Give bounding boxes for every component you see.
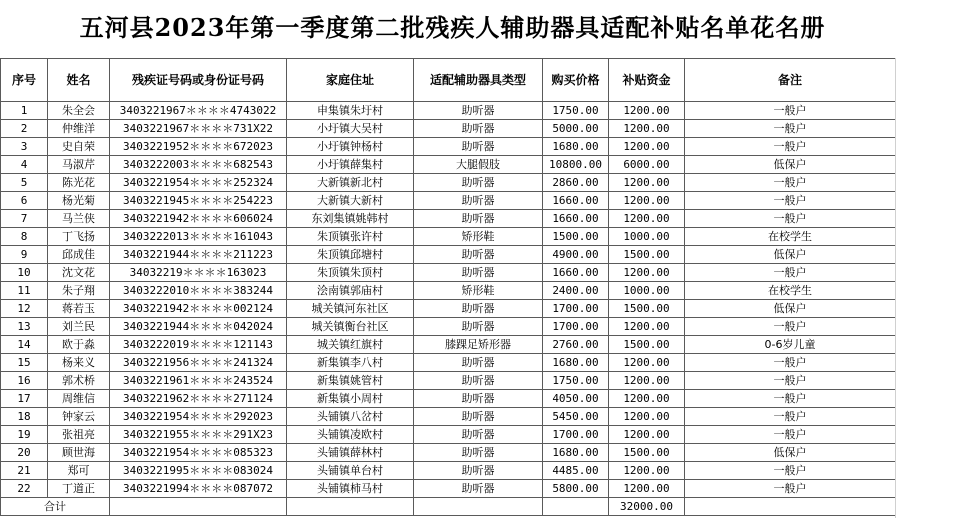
subsidy-table xyxy=(0,58,896,516)
total-empty-cell[interactable] xyxy=(110,498,287,516)
cell-device-type[interactable]: 助听器 xyxy=(414,192,543,210)
cell-index[interactable]: 5 xyxy=(1,174,48,192)
cell-id-number[interactable]: 3403222010＊＊＊＊383244 xyxy=(110,282,287,300)
cell-index[interactable]: 12 xyxy=(1,300,48,318)
cell-name[interactable]: 杨来义 xyxy=(48,354,110,372)
cell-price[interactable]: 1500.00 xyxy=(543,228,609,246)
cell-device-type[interactable]: 大腿假肢 xyxy=(414,156,543,174)
cell-remarks[interactable]: 低保户 xyxy=(685,246,896,264)
cell-price[interactable]: 10800.00 xyxy=(543,156,609,174)
total-empty-cell[interactable] xyxy=(287,498,414,516)
cell-index[interactable]: 10 xyxy=(1,264,48,282)
cell-price[interactable]: 4485.00 xyxy=(543,462,609,480)
cell-remarks[interactable]: 一般户 xyxy=(685,480,896,498)
cell-address[interactable]: 新集镇姚管村 xyxy=(287,372,414,390)
cell-id-number[interactable]: 3403221942＊＊＊＊002124 xyxy=(110,300,287,318)
header-address[interactable]: 家庭住址 xyxy=(287,59,414,102)
cell-name[interactable]: 邱成佳 xyxy=(48,246,110,264)
cell-subsidy[interactable]: 1200.00 xyxy=(609,264,685,282)
cell-id-number[interactable]: 3403222003＊＊＊＊682543 xyxy=(110,156,287,174)
cell-id-number[interactable]: 3403221954＊＊＊＊292023 xyxy=(110,408,287,426)
cell-device-type[interactable]: 助听器 xyxy=(414,372,543,390)
cell-subsidy[interactable]: 1200.00 xyxy=(609,210,685,228)
table-row xyxy=(1,462,896,480)
cell-index[interactable]: 11 xyxy=(1,282,48,300)
cell-price[interactable]: 1700.00 xyxy=(543,300,609,318)
cell-device-type[interactable]: 矫形鞋 xyxy=(414,282,543,300)
cell-name[interactable]: 蒋若玉 xyxy=(48,300,110,318)
cell-index[interactable]: 4 xyxy=(1,156,48,174)
cell-subsidy[interactable]: 1200.00 xyxy=(609,462,685,480)
cell-index[interactable]: 1 xyxy=(1,102,48,120)
cell-subsidy[interactable]: 1200.00 xyxy=(609,318,685,336)
cell-address[interactable]: 东刘集镇姚韩村 xyxy=(287,210,414,228)
header-index[interactable]: 序号 xyxy=(1,59,48,102)
cell-address[interactable]: 小圩镇钟杨村 xyxy=(287,138,414,156)
cell-id-number[interactable]: 3403221962＊＊＊＊271124 xyxy=(110,390,287,408)
cell-name[interactable]: 马兰侠 xyxy=(48,210,110,228)
cell-remarks[interactable]: 一般户 xyxy=(685,192,896,210)
cell-address[interactable]: 小圩镇大吴村 xyxy=(287,120,414,138)
cell-name[interactable]: 丁飞扬 xyxy=(48,228,110,246)
cell-subsidy[interactable]: 1500.00 xyxy=(609,246,685,264)
cell-name[interactable]: 陈光花 xyxy=(48,174,110,192)
cell-subsidy[interactable]: 1500.00 xyxy=(609,444,685,462)
cell-price[interactable]: 1680.00 xyxy=(543,354,609,372)
table-row xyxy=(1,120,896,138)
cell-index[interactable]: 18 xyxy=(1,408,48,426)
cell-device-type[interactable]: 助听器 xyxy=(414,138,543,156)
cell-price[interactable]: 1750.00 xyxy=(543,372,609,390)
table-row xyxy=(1,156,896,174)
cell-name[interactable]: 张祖亮 xyxy=(48,426,110,444)
cell-subsidy[interactable]: 1200.00 xyxy=(609,102,685,120)
header-row xyxy=(1,59,896,102)
document-title: 五河县2023年第一季度第二批残疾人辅助器具适配补贴名单花名册 xyxy=(79,13,826,42)
cell-device-type[interactable]: 助听器 xyxy=(414,408,543,426)
cell-address[interactable]: 头铺镇薛林村 xyxy=(287,444,414,462)
cell-index[interactable]: 19 xyxy=(1,426,48,444)
cell-index[interactable]: 15 xyxy=(1,354,48,372)
cell-subsidy[interactable]: 1500.00 xyxy=(609,300,685,318)
cell-price[interactable]: 1660.00 xyxy=(543,192,609,210)
cell-address[interactable]: 新集镇李八村 xyxy=(287,354,414,372)
total-amount[interactable]: 32000.00 xyxy=(609,498,685,516)
cell-subsidy[interactable]: 1200.00 xyxy=(609,408,685,426)
cell-device-type[interactable]: 助听器 xyxy=(414,174,543,192)
cell-id-number[interactable]: 3403221945＊＊＊＊254223 xyxy=(110,192,287,210)
cell-index[interactable]: 16 xyxy=(1,372,48,390)
cell-index[interactable]: 13 xyxy=(1,318,48,336)
cell-index[interactable]: 17 xyxy=(1,390,48,408)
total-label[interactable]: 合计 xyxy=(1,498,110,516)
cell-price[interactable]: 1700.00 xyxy=(543,318,609,336)
cell-remarks[interactable]: 在校学生 xyxy=(685,282,896,300)
cell-remarks[interactable]: 一般户 xyxy=(685,462,896,480)
cell-device-type[interactable]: 助听器 xyxy=(414,444,543,462)
header-price[interactable]: 购买价格 xyxy=(543,59,609,102)
cell-name[interactable]: 朱全会 xyxy=(48,102,110,120)
cell-device-type[interactable]: 助听器 xyxy=(414,426,543,444)
cell-address[interactable]: 新集镇小周村 xyxy=(287,390,414,408)
table-row xyxy=(1,192,896,210)
cell-index[interactable]: 3 xyxy=(1,138,48,156)
header-subsidy[interactable]: 补贴资金 xyxy=(609,59,685,102)
cell-subsidy[interactable]: 1200.00 xyxy=(609,174,685,192)
cell-device-type[interactable]: 助听器 xyxy=(414,300,543,318)
cell-remarks[interactable]: 一般户 xyxy=(685,426,896,444)
cell-address[interactable]: 朱顶镇张许村 xyxy=(287,228,414,246)
cell-index[interactable]: 8 xyxy=(1,228,48,246)
table-row xyxy=(1,336,896,354)
cell-index[interactable]: 22 xyxy=(1,480,48,498)
cell-subsidy[interactable]: 1200.00 xyxy=(609,120,685,138)
cell-index[interactable]: 14 xyxy=(1,336,48,354)
cell-device-type[interactable]: 助听器 xyxy=(414,264,543,282)
cell-id-number[interactable]: 3403221967＊＊＊＊4743022 xyxy=(110,102,287,120)
cell-price[interactable]: 1680.00 xyxy=(543,444,609,462)
table-row xyxy=(1,282,896,300)
cell-id-number[interactable]: 3403221942＊＊＊＊606024 xyxy=(110,210,287,228)
table-row xyxy=(1,264,896,282)
cell-address[interactable]: 小圩镇薛集村 xyxy=(287,156,414,174)
cell-device-type[interactable]: 助听器 xyxy=(414,480,543,498)
cell-remarks[interactable]: 一般户 xyxy=(685,390,896,408)
cell-device-type[interactable]: 助听器 xyxy=(414,318,543,336)
cell-address[interactable]: 城关镇红旗村 xyxy=(287,336,414,354)
cell-remarks[interactable]: 一般户 xyxy=(685,264,896,282)
cell-address[interactable]: 头铺镇凌欧村 xyxy=(287,426,414,444)
cell-price[interactable]: 2400.00 xyxy=(543,282,609,300)
cell-remarks[interactable]: 一般户 xyxy=(685,408,896,426)
cell-subsidy[interactable]: 1200.00 xyxy=(609,192,685,210)
cell-price[interactable]: 5450.00 xyxy=(543,408,609,426)
cell-index[interactable]: 7 xyxy=(1,210,48,228)
cell-address[interactable]: 头铺镇柿马村 xyxy=(287,480,414,498)
cell-address[interactable]: 浍南镇郭庙村 xyxy=(287,282,414,300)
table-row xyxy=(1,390,896,408)
cell-remarks[interactable]: 低保户 xyxy=(685,444,896,462)
cell-remarks[interactable]: 一般户 xyxy=(685,318,896,336)
cell-remarks[interactable]: 低保户 xyxy=(685,156,896,174)
cell-id-number[interactable]: 3403221944＊＊＊＊042024 xyxy=(110,318,287,336)
table-row xyxy=(1,228,896,246)
cell-device-type[interactable]: 助听器 xyxy=(414,462,543,480)
cell-price[interactable]: 5000.00 xyxy=(543,120,609,138)
cell-price[interactable]: 2760.00 xyxy=(543,336,609,354)
cell-subsidy[interactable]: 6000.00 xyxy=(609,156,685,174)
table-row xyxy=(1,318,896,336)
cell-name[interactable]: 郭术桥 xyxy=(48,372,110,390)
cell-name[interactable]: 朱子翔 xyxy=(48,282,110,300)
cell-name[interactable]: 顾世海 xyxy=(48,444,110,462)
cell-id-number[interactable]: 3403221955＊＊＊＊291X23 xyxy=(110,426,287,444)
cell-index[interactable]: 21 xyxy=(1,462,48,480)
header-name[interactable]: 姓名 xyxy=(48,59,110,102)
cell-subsidy[interactable]: 1200.00 xyxy=(609,138,685,156)
sheet-empty-area xyxy=(895,58,967,518)
cell-device-type[interactable]: 矫形鞋 xyxy=(414,228,543,246)
table-row xyxy=(1,246,896,264)
cell-address[interactable]: 头铺镇八岔村 xyxy=(287,408,414,426)
cell-device-type[interactable]: 助听器 xyxy=(414,120,543,138)
cell-id-number[interactable]: 3403222019＊＊＊＊121143 xyxy=(110,336,287,354)
cell-id-number[interactable]: 3403221954＊＊＊＊252324 xyxy=(110,174,287,192)
cell-device-type[interactable]: 助听器 xyxy=(414,246,543,264)
cell-price[interactable]: 4050.00 xyxy=(543,390,609,408)
cell-device-type[interactable]: 助听器 xyxy=(414,354,543,372)
cell-device-type[interactable]: 膝踝足矫形器 xyxy=(414,336,543,354)
cell-address[interactable]: 大新镇大新村 xyxy=(287,192,414,210)
cell-name[interactable]: 沈文花 xyxy=(48,264,110,282)
cell-remarks[interactable]: 一般户 xyxy=(685,138,896,156)
total-row xyxy=(1,498,896,516)
cell-subsidy[interactable]: 1200.00 xyxy=(609,390,685,408)
cell-address[interactable]: 城关镇衡台社区 xyxy=(287,318,414,336)
cell-index[interactable]: 2 xyxy=(1,120,48,138)
cell-name[interactable]: 刘兰民 xyxy=(48,318,110,336)
table-row xyxy=(1,210,896,228)
cell-address[interactable]: 朱顶镇朱顶村 xyxy=(287,264,414,282)
cell-index[interactable]: 6 xyxy=(1,192,48,210)
cell-price[interactable]: 1750.00 xyxy=(543,102,609,120)
cell-index[interactable]: 20 xyxy=(1,444,48,462)
table-row xyxy=(1,408,896,426)
cell-subsidy[interactable]: 1200.00 xyxy=(609,426,685,444)
cell-name[interactable]: 马淑芹 xyxy=(48,156,110,174)
cell-subsidy[interactable]: 1000.00 xyxy=(609,228,685,246)
cell-subsidy[interactable]: 1200.00 xyxy=(609,372,685,390)
cell-remarks[interactable]: 0-6岁儿童 xyxy=(685,336,896,354)
cell-address[interactable]: 申集镇朱圩村 xyxy=(287,102,414,120)
cell-id-number[interactable]: 3403221954＊＊＊＊085323 xyxy=(110,444,287,462)
cell-name[interactable]: 钟家云 xyxy=(48,408,110,426)
cell-remarks[interactable]: 一般户 xyxy=(685,354,896,372)
cell-address[interactable]: 城关镇河东社区 xyxy=(287,300,414,318)
cell-address[interactable]: 头铺镇单台村 xyxy=(287,462,414,480)
cell-remarks[interactable]: 一般户 xyxy=(685,174,896,192)
cell-id-number[interactable]: 3403222013＊＊＊＊161043 xyxy=(110,228,287,246)
table-row xyxy=(1,444,896,462)
cell-price[interactable]: 1680.00 xyxy=(543,138,609,156)
cell-device-type[interactable]: 助听器 xyxy=(414,102,543,120)
cell-address[interactable]: 朱顶镇邱塘村 xyxy=(287,246,414,264)
table-row xyxy=(1,480,896,498)
cell-subsidy[interactable]: 1000.00 xyxy=(609,282,685,300)
cell-remarks[interactable]: 低保户 xyxy=(685,300,896,318)
cell-name[interactable]: 丁道正 xyxy=(48,480,110,498)
table-row xyxy=(1,354,896,372)
cell-price[interactable]: 5800.00 xyxy=(543,480,609,498)
table-row xyxy=(1,102,896,120)
cell-id-number[interactable]: 3403221944＊＊＊＊211223 xyxy=(110,246,287,264)
cell-address[interactable]: 大新镇新北村 xyxy=(287,174,414,192)
cell-name[interactable]: 史自荣 xyxy=(48,138,110,156)
cell-price[interactable]: 1700.00 xyxy=(543,426,609,444)
cell-remarks[interactable]: 在校学生 xyxy=(685,228,896,246)
cell-id-number[interactable]: 3403221967＊＊＊＊731X22 xyxy=(110,120,287,138)
cell-id-number[interactable]: 3403221994＊＊＊＊087072 xyxy=(110,480,287,498)
cell-remarks[interactable]: 一般户 xyxy=(685,120,896,138)
table-row xyxy=(1,174,896,192)
table-row xyxy=(1,426,896,444)
cell-price[interactable]: 1660.00 xyxy=(543,210,609,228)
total-empty-cell[interactable] xyxy=(414,498,543,516)
cell-id-number[interactable]: 3403221995＊＊＊＊083024 xyxy=(110,462,287,480)
cell-name[interactable]: 仲维洋 xyxy=(48,120,110,138)
header-remarks[interactable]: 备注 xyxy=(685,59,896,102)
cell-price[interactable]: 2860.00 xyxy=(543,174,609,192)
cell-subsidy[interactable]: 1200.00 xyxy=(609,354,685,372)
cell-name[interactable]: 周维信 xyxy=(48,390,110,408)
cell-remarks[interactable]: 一般户 xyxy=(685,210,896,228)
cell-remarks[interactable]: 一般户 xyxy=(685,372,896,390)
cell-index[interactable]: 9 xyxy=(1,246,48,264)
total-empty-cell[interactable] xyxy=(685,498,896,516)
cell-name[interactable]: 杨光菊 xyxy=(48,192,110,210)
cell-remarks[interactable]: 一般户 xyxy=(685,102,896,120)
cell-id-number[interactable]: 3403221956＊＊＊＊241324 xyxy=(110,354,287,372)
table-row xyxy=(1,300,896,318)
header-device-type[interactable]: 适配辅助器具类型 xyxy=(414,59,543,102)
cell-subsidy[interactable]: 1500.00 xyxy=(609,336,685,354)
header-id-number[interactable]: 残疾证号码或身份证号码 xyxy=(110,59,287,102)
cell-device-type[interactable]: 助听器 xyxy=(414,390,543,408)
cell-device-type[interactable]: 助听器 xyxy=(414,210,543,228)
cell-id-number[interactable]: 34032219＊＊＊＊163023 xyxy=(110,264,287,282)
cell-name[interactable]: 郑可 xyxy=(48,462,110,480)
cell-id-number[interactable]: 3403221952＊＊＊＊672023 xyxy=(110,138,287,156)
cell-name[interactable]: 欧于淼 xyxy=(48,336,110,354)
cell-price[interactable]: 4900.00 xyxy=(543,246,609,264)
cell-subsidy[interactable]: 1200.00 xyxy=(609,480,685,498)
cell-price[interactable]: 1660.00 xyxy=(543,264,609,282)
total-empty-cell[interactable] xyxy=(543,498,609,516)
table-row xyxy=(1,372,896,390)
table-row xyxy=(1,138,896,156)
cell-id-number[interactable]: 3403221961＊＊＊＊243524 xyxy=(110,372,287,390)
